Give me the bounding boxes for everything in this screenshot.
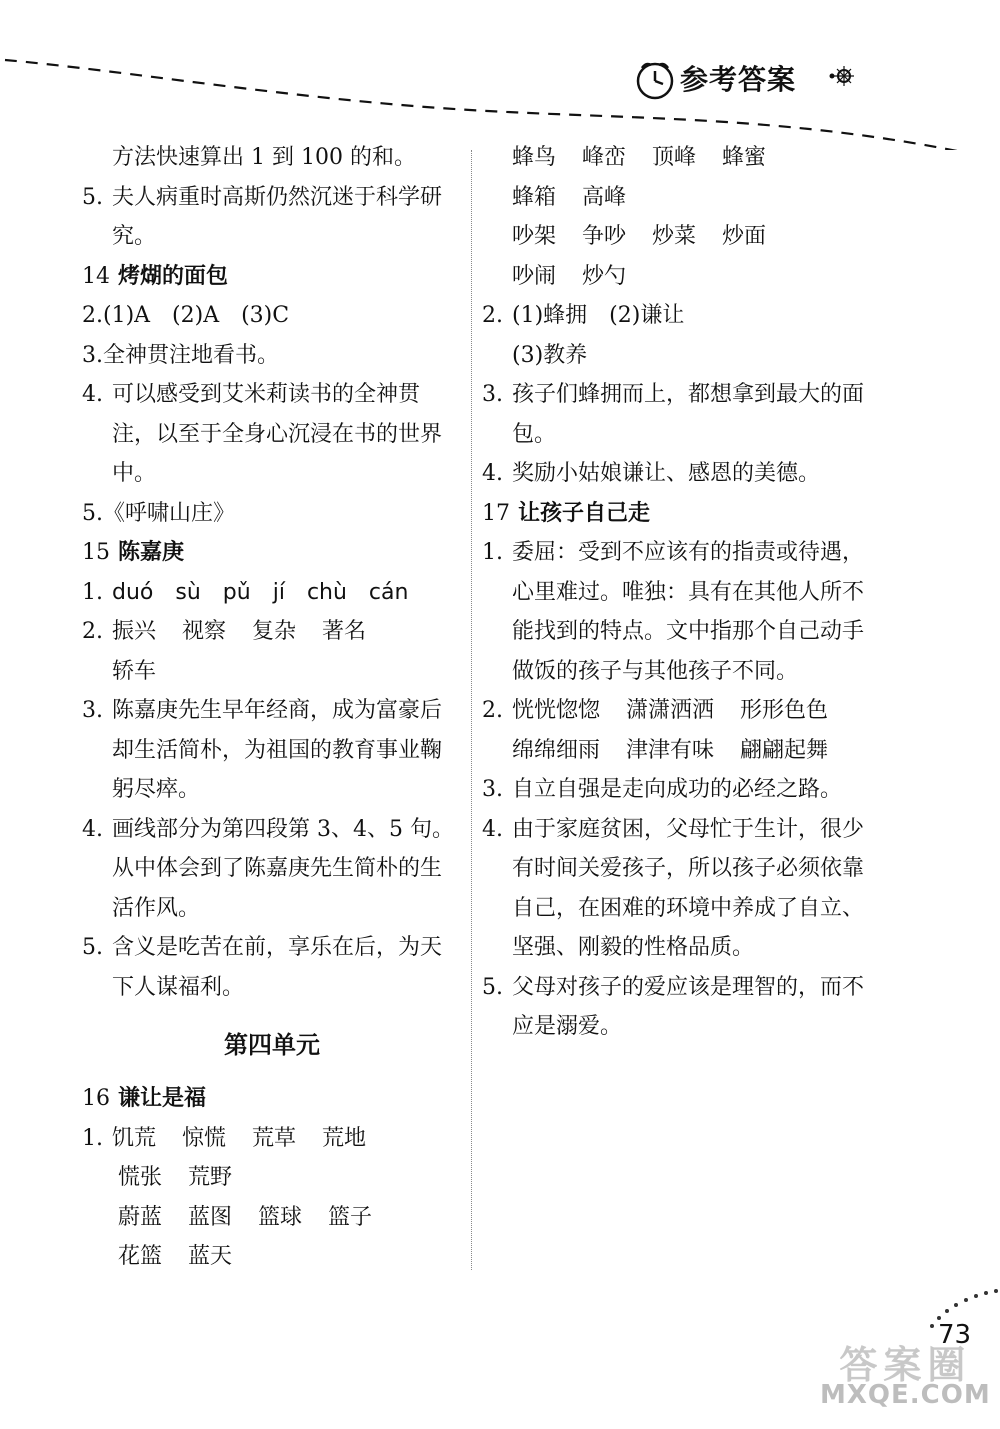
pinyin-word: chù bbox=[306, 579, 347, 605]
word-item: 荒草 bbox=[252, 1125, 297, 1151]
lesson15-heading: 15 陈嘉庚 bbox=[82, 540, 185, 565]
pinyin-word: sù bbox=[175, 579, 201, 605]
lesson15-answer-3: 3. 陈嘉庚先生早年经商，成为富豪后却生活简朴，为祖国的教育事业鞠躬尽瘁。 bbox=[82, 698, 443, 802]
lesson17-heading: 17 让孩子自己走 bbox=[482, 500, 651, 526]
lesson17-answer-2: 2. 恍恍惚惚 潇潇洒洒 形形色色 绵绵细雨 津津有味 翩翩起舞 bbox=[482, 691, 872, 770]
lesson16-heading: 16 谦让是福 bbox=[82, 1086, 207, 1111]
word-item: 蓝天 bbox=[188, 1244, 233, 1269]
unit-title: 第四单元 bbox=[224, 1031, 320, 1059]
pinyin-word: jí bbox=[272, 579, 285, 605]
idiom-item: 恍恍惚惚 bbox=[512, 698, 601, 723]
lesson13-continuation: 方法快速算出 1 到 100 的和。 bbox=[112, 145, 416, 170]
idiom-item: 津津有味 bbox=[626, 737, 715, 763]
lesson17-answer-5: 5. 父母对孩子的爱应该是理智的，而不应是溺爱。 bbox=[482, 974, 865, 1039]
word-item: 蜂蜜 bbox=[722, 145, 767, 170]
column-divider bbox=[471, 150, 472, 1270]
pinyin-word: duó bbox=[112, 579, 154, 605]
page-header-title: 参考答案 bbox=[680, 63, 797, 96]
word-item: 蜂鸟 bbox=[512, 145, 557, 170]
word-item: 蔚蓝 bbox=[118, 1204, 163, 1230]
lesson15-answer-4: 4. 画线部分为第四段第 3、4、5 句。从中体会到了陈嘉庚先生简朴的生活作风。 bbox=[82, 816, 454, 921]
lesson16-answer-3: 3. 孩子们蜂拥而上，都想拿到最大的面包。 bbox=[482, 382, 865, 447]
lesson16-answer-1: 1. 饥荒 惊慌 荒草 荒地 bbox=[82, 1119, 462, 1159]
lesson16-answer-4: 4. 奖励小姑娘谦让、感恩的美德。 bbox=[482, 461, 821, 486]
left-column bbox=[82, 138, 462, 1277]
word-item: 轿车 bbox=[112, 658, 157, 684]
lesson15-answer-5: 5. 含义是吃苦在前，享乐在后，为天下人谋福利。 bbox=[82, 935, 443, 1000]
pinyin-word: pǔ bbox=[222, 579, 251, 605]
lesson17-answer-1: 1. 委屈：受到不应该有的指责或待遇，心里难过。唯独：具有在其他人所不能找到的特点。文中指那个自己动手做饭的孩子与其他孩子不同。 bbox=[482, 540, 865, 684]
word-item: 视察 bbox=[182, 619, 227, 644]
lesson15-answer-1: 1. duó sù pǔ jí chù cán bbox=[82, 573, 462, 613]
word-item: 蜂箱 bbox=[512, 184, 557, 210]
lesson17-answer-3: 3. 自立自强是走向成功的必经之路。 bbox=[482, 777, 843, 802]
word-item: 吵闹 bbox=[512, 263, 557, 289]
lesson14-answer-4: 4. 可以感受到艾米莉读书的全神贯注，以至于全身心沉浸在书的世界中。 bbox=[82, 382, 443, 486]
word-item: 花篮 bbox=[118, 1244, 163, 1269]
idiom-item: 形形色色 bbox=[740, 698, 829, 723]
lesson14-heading: 14 烤煳的面包 bbox=[82, 263, 229, 289]
lesson16-answer-2: 2. (1)蜂拥 (2)谦让 bbox=[482, 303, 685, 328]
sparkle-icon bbox=[826, 62, 854, 90]
word-item: 争吵 bbox=[582, 224, 627, 249]
word-item: 蓝图 bbox=[188, 1204, 233, 1230]
lesson14-answer-5: 5.《呼啸山庄》 bbox=[82, 500, 235, 526]
word-item: 篮球 bbox=[258, 1204, 303, 1230]
lesson14-answer-2: 2.(1)A (2)A (3)C bbox=[82, 303, 290, 328]
word-item: 高峰 bbox=[582, 184, 627, 210]
idiom-item: 翩翩起舞 bbox=[740, 737, 829, 763]
watermark: 答案圈 MXQE.COM bbox=[820, 1343, 991, 1410]
word-item: 顶峰 bbox=[652, 145, 697, 170]
lesson15-answer-2: 2. 振兴 视察 复杂 著名 bbox=[82, 612, 462, 652]
word-item: 炒勺 bbox=[582, 263, 627, 289]
word-item: 著名 bbox=[322, 619, 367, 644]
right-column: 蜂鸟 峰峦 顶峰 蜂蜜 蜂箱 高峰 吵架 争吵 炒菜 炒面 吵闹 炒勺 2. (1)蜂拥 (2)谦让 (3)教养 3. 孩子们蜂拥而上，都想拿到最大的面包。 4. 奖励小姑娘谦让、感恩的美德。 17 让孩子自己走 1. 委屈：受到不应该有的指责或待遇，心里难过。唯独：具有在其他人所不能找到的特点。文中指那个自己动手做饭的孩子与其他孩子不同。 2. 恍恍惚惚 潇潇洒洒 形形色色 绵绵细雨 津津有味 翩翩起舞 3. 自立自强是走向成功的必经之路。 4. 由于家庭贫困，父母忙于生计，很少有时间关爱孩子，所以孩子必须依靠自己，在困难的环境中养成了自立、坚强、刚毅的性格品质。 5. 父母对孩子的爱应该是理智的，而不应是溺爱。 bbox=[482, 138, 872, 1047]
word-item: 炒菜 bbox=[652, 224, 697, 249]
word-item: 炒面 bbox=[722, 224, 767, 249]
word-item: 篮子 bbox=[328, 1204, 373, 1230]
word-item: 振兴 bbox=[112, 619, 157, 644]
word-item: 荒野 bbox=[188, 1165, 233, 1190]
alarm-clock-icon bbox=[632, 56, 678, 102]
lesson17-answer-4: 4. 由于家庭贫困，父母忙于生计，很少有时间关爱孩子，所以孩子必须依靠自己，在困难的环境中养成了自立、坚强、刚毅的性格品质。 bbox=[482, 816, 865, 960]
word-item: 荒地 bbox=[322, 1125, 367, 1151]
idiom-item: 潇潇洒洒 bbox=[626, 698, 715, 723]
pinyin-word: cán bbox=[368, 579, 409, 605]
word-item: 吵架 bbox=[512, 224, 557, 249]
word-item: 惊慌 bbox=[182, 1125, 227, 1151]
idiom-item: 绵绵细雨 bbox=[512, 737, 601, 763]
word-item: 峰峦 bbox=[582, 145, 627, 170]
lesson13-answer-5: 5. 夫人病重时高斯仍然沉迷于科学研究。 bbox=[82, 184, 443, 249]
page-number: 73 bbox=[938, 1320, 972, 1350]
lesson14-answer-3: 3.全神贯注地看书。 bbox=[82, 342, 279, 368]
word-item: 复杂 bbox=[252, 619, 297, 644]
word-item: 饥荒 bbox=[112, 1125, 157, 1151]
word-item: 慌张 bbox=[118, 1165, 163, 1190]
